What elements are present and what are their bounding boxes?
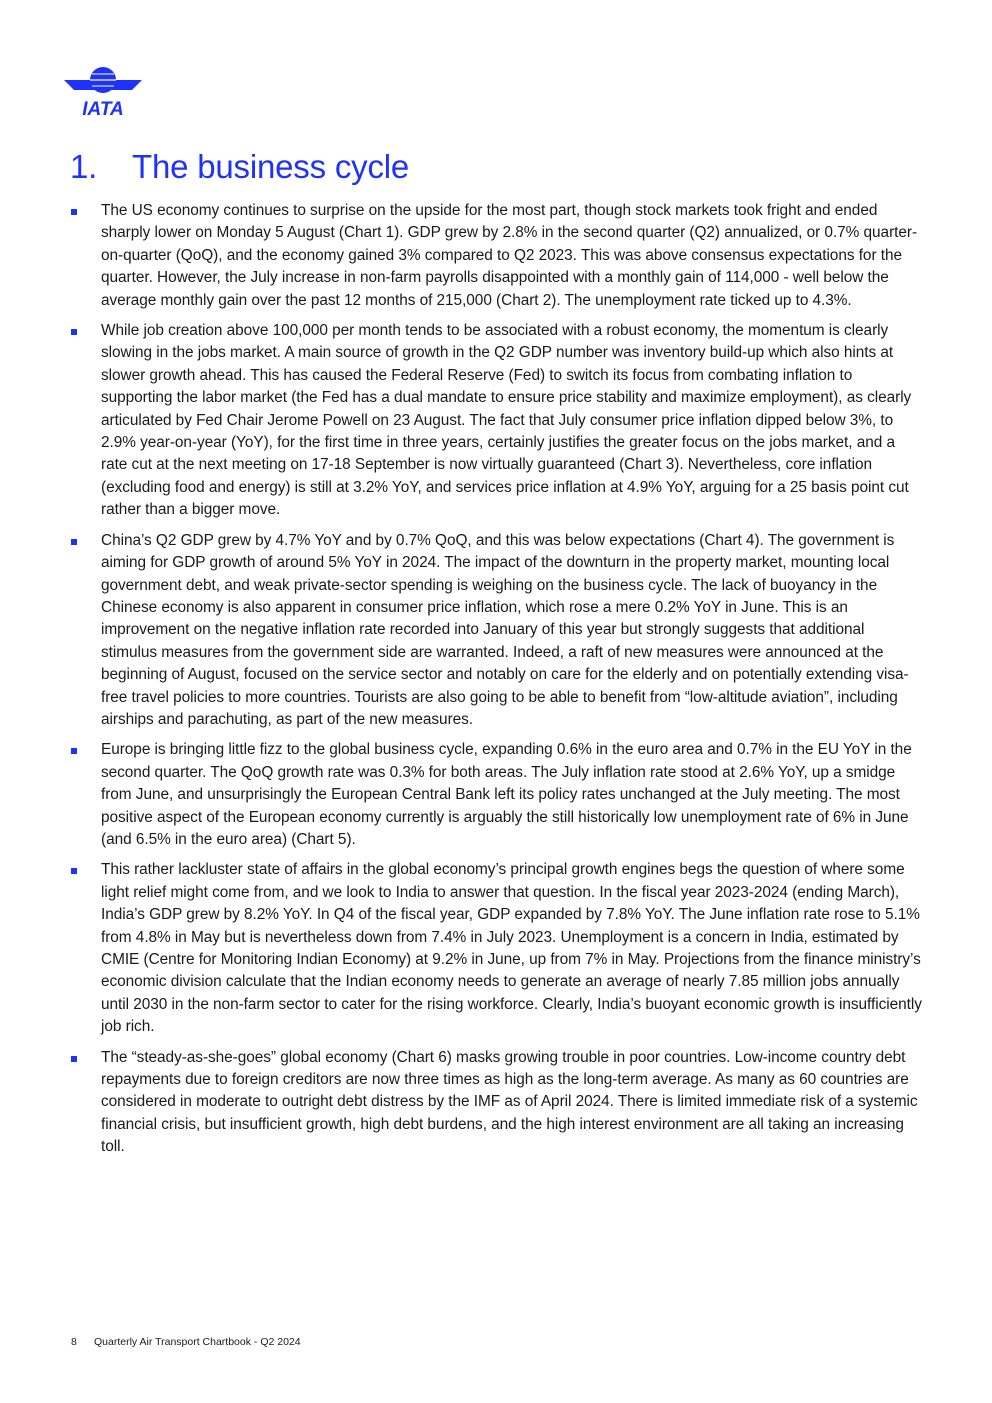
bullet-list	[0, 200, 992, 1167]
bullet-item-us-economy	[0, 200, 992, 312]
bullet-item-india	[0, 859, 992, 1038]
bullet-text: China’s Q2 GDP grew by 4.7% YoY and by 0.7% QoQ, and this was below expectations (Chart 4). The government is aiming for GDP growth of around 5% YoY in 2024. The impact of the downturn in the property market, mounting local government debt, and weak private-sector spending is weighing on the business cycle. The lack of buoyancy in the Chinese economy is also apparent in consumer price inflation, which rose a mere 0.2% YoY in June. This is an improvement on the negative inflation rate recorded into January of this year but strongly suggests that additional stimulus measures from the government side are warranted. Indeed, a raft of new measures were announced at the beginning of August, focused on the service sector and notably on care for the elderly and on potentially extending visa-free travel policies to more countries. Tourists are also going to be able to benefit from “low-altitude aviation”, including airships and parachuting, as part of the new measures.	[101, 531, 909, 728]
section-number: 1.	[70, 148, 98, 185]
iata-globe-wings-icon	[62, 64, 144, 118]
bullet-text: The “steady-as-she-goes” global economy (Chart 6) masks growing trouble in poor countries. Low-income country debt repayments due to foreign creditors are now three times as high as the long-term average. As many as 60 countries are considered in moderate to outright debt distress by the IMF as of April 2024. There is limited immediate risk of a systemic financial crisis, but insufficient growth, high debt burdens, and the high interest environment are all taking an increasing toll.	[101, 1048, 918, 1156]
bullet-square-icon	[71, 868, 77, 874]
bullet-text: Europe is bringing little fizz to the global business cycle, expanding 0.6% in the euro area and 0.7% in the EU YoY in the second quarter. The QoQ growth rate was 0.3% for both areas. The July inflation rate stood at 2.6% YoY, up a smidge from June, and unsurprisingly the European Central Bank left its policy rates unchanged at the July meeting. The most positive aspect of the European economy currently is arguably the still historically low unemployment rate of 6% in June (and 6.5% in the euro area) (Chart 5).	[101, 741, 912, 848]
page-footer	[71, 1336, 301, 1348]
bullet-square-icon	[71, 1056, 77, 1062]
bullet-square-icon	[71, 209, 77, 215]
bullet-item-europe	[0, 739, 992, 851]
bullet-square-icon	[71, 539, 77, 545]
footer-title: Quarterly Air Transport Chartbook - Q2 2024	[94, 1336, 301, 1348]
page-number: 8	[71, 1336, 77, 1348]
section-heading	[70, 148, 409, 186]
logo-wordmark: IATA	[82, 99, 124, 118]
bullet-square-icon	[71, 329, 77, 335]
bullet-text: The US economy continues to surprise on the upside for the most part, though stock markets took fright and ended sharply lower on Monday 5 August (Chart 1). GDP grew by 2.8% in the second quarter (Q2) annualized, or 0.7% quarter-on-quarter (QoQ), and the economy gained 3% compared to Q2 2023. This was above consensus expectations for the quarter. However, the July increase in non-farm payrolls disappointed with a monthly gain of 114,000 - well below the average monthly gain over the past 12 months of 215,000 (Chart 2). The unemployment rate ticked up to 4.3%.	[101, 202, 918, 309]
bullet-square-icon	[71, 748, 77, 754]
bullet-item-jobs-market	[0, 320, 992, 522]
bullet-text: This rather lackluster state of affairs in the global economy’s principal growth engines begs the question of where some light relief might come from, and we look to India to answer that question. In the fiscal year 2023-2024 (ending March), India’s GDP grew by 8.2% YoY. In Q4 of the fiscal year, GDP expanded by 7.8% YoY. The June inflation rate rose to 5.1% from 4.8% in May but is nevertheless down from 7.4% in July 2023. Unemployment is a concern in India, estimated by CMIE (Centre for Monitoring Indian Economy) at 9.2% in June, up from 7% in May. Projections from the finance ministry’s economic division calculate that the Indian economy needs to generate an average of nearly 7.85 million jobs annually until 2030 in the non-farm sector to cater for the rising workforce. Clearly, India’s buoyant economic growth is insufficiently job rich.	[101, 861, 922, 1036]
bullet-item-china	[0, 530, 992, 732]
section-title: The business cycle	[132, 148, 410, 185]
bullet-text: While job creation above 100,000 per month tends to be associated with a robust economy, the momentum is clearly slowing in the jobs market. A main source of growth in the Q2 GDP number was inventory build-up which also hints at slower growth ahead. This has caused the Federal Reserve (Fed) to switch its focus from combating inflation to supporting the labor market (the Fed has a dual mandate to ensure price stability and maximize employment), as clearly articulated by Fed Chair Jerome Powell on 23 August. The fact that July consumer price inflation dipped below 3%, to 2.9% year-on-year (YoY), for the first time in three years, certainly justifies the greater focus on the jobs market, and a rate cut at the next meeting on 17-18 September is now virtually guaranteed (Chart 3). Nevertheless, core inflation (excluding food and energy) is still at 3.2% YoY, and services price inflation at 4.9% YoY, arguing for a 25 basis point cut rather than a bigger move.	[101, 322, 912, 519]
bullet-item-poor-countries	[0, 1047, 992, 1159]
iata-logo	[62, 64, 144, 118]
